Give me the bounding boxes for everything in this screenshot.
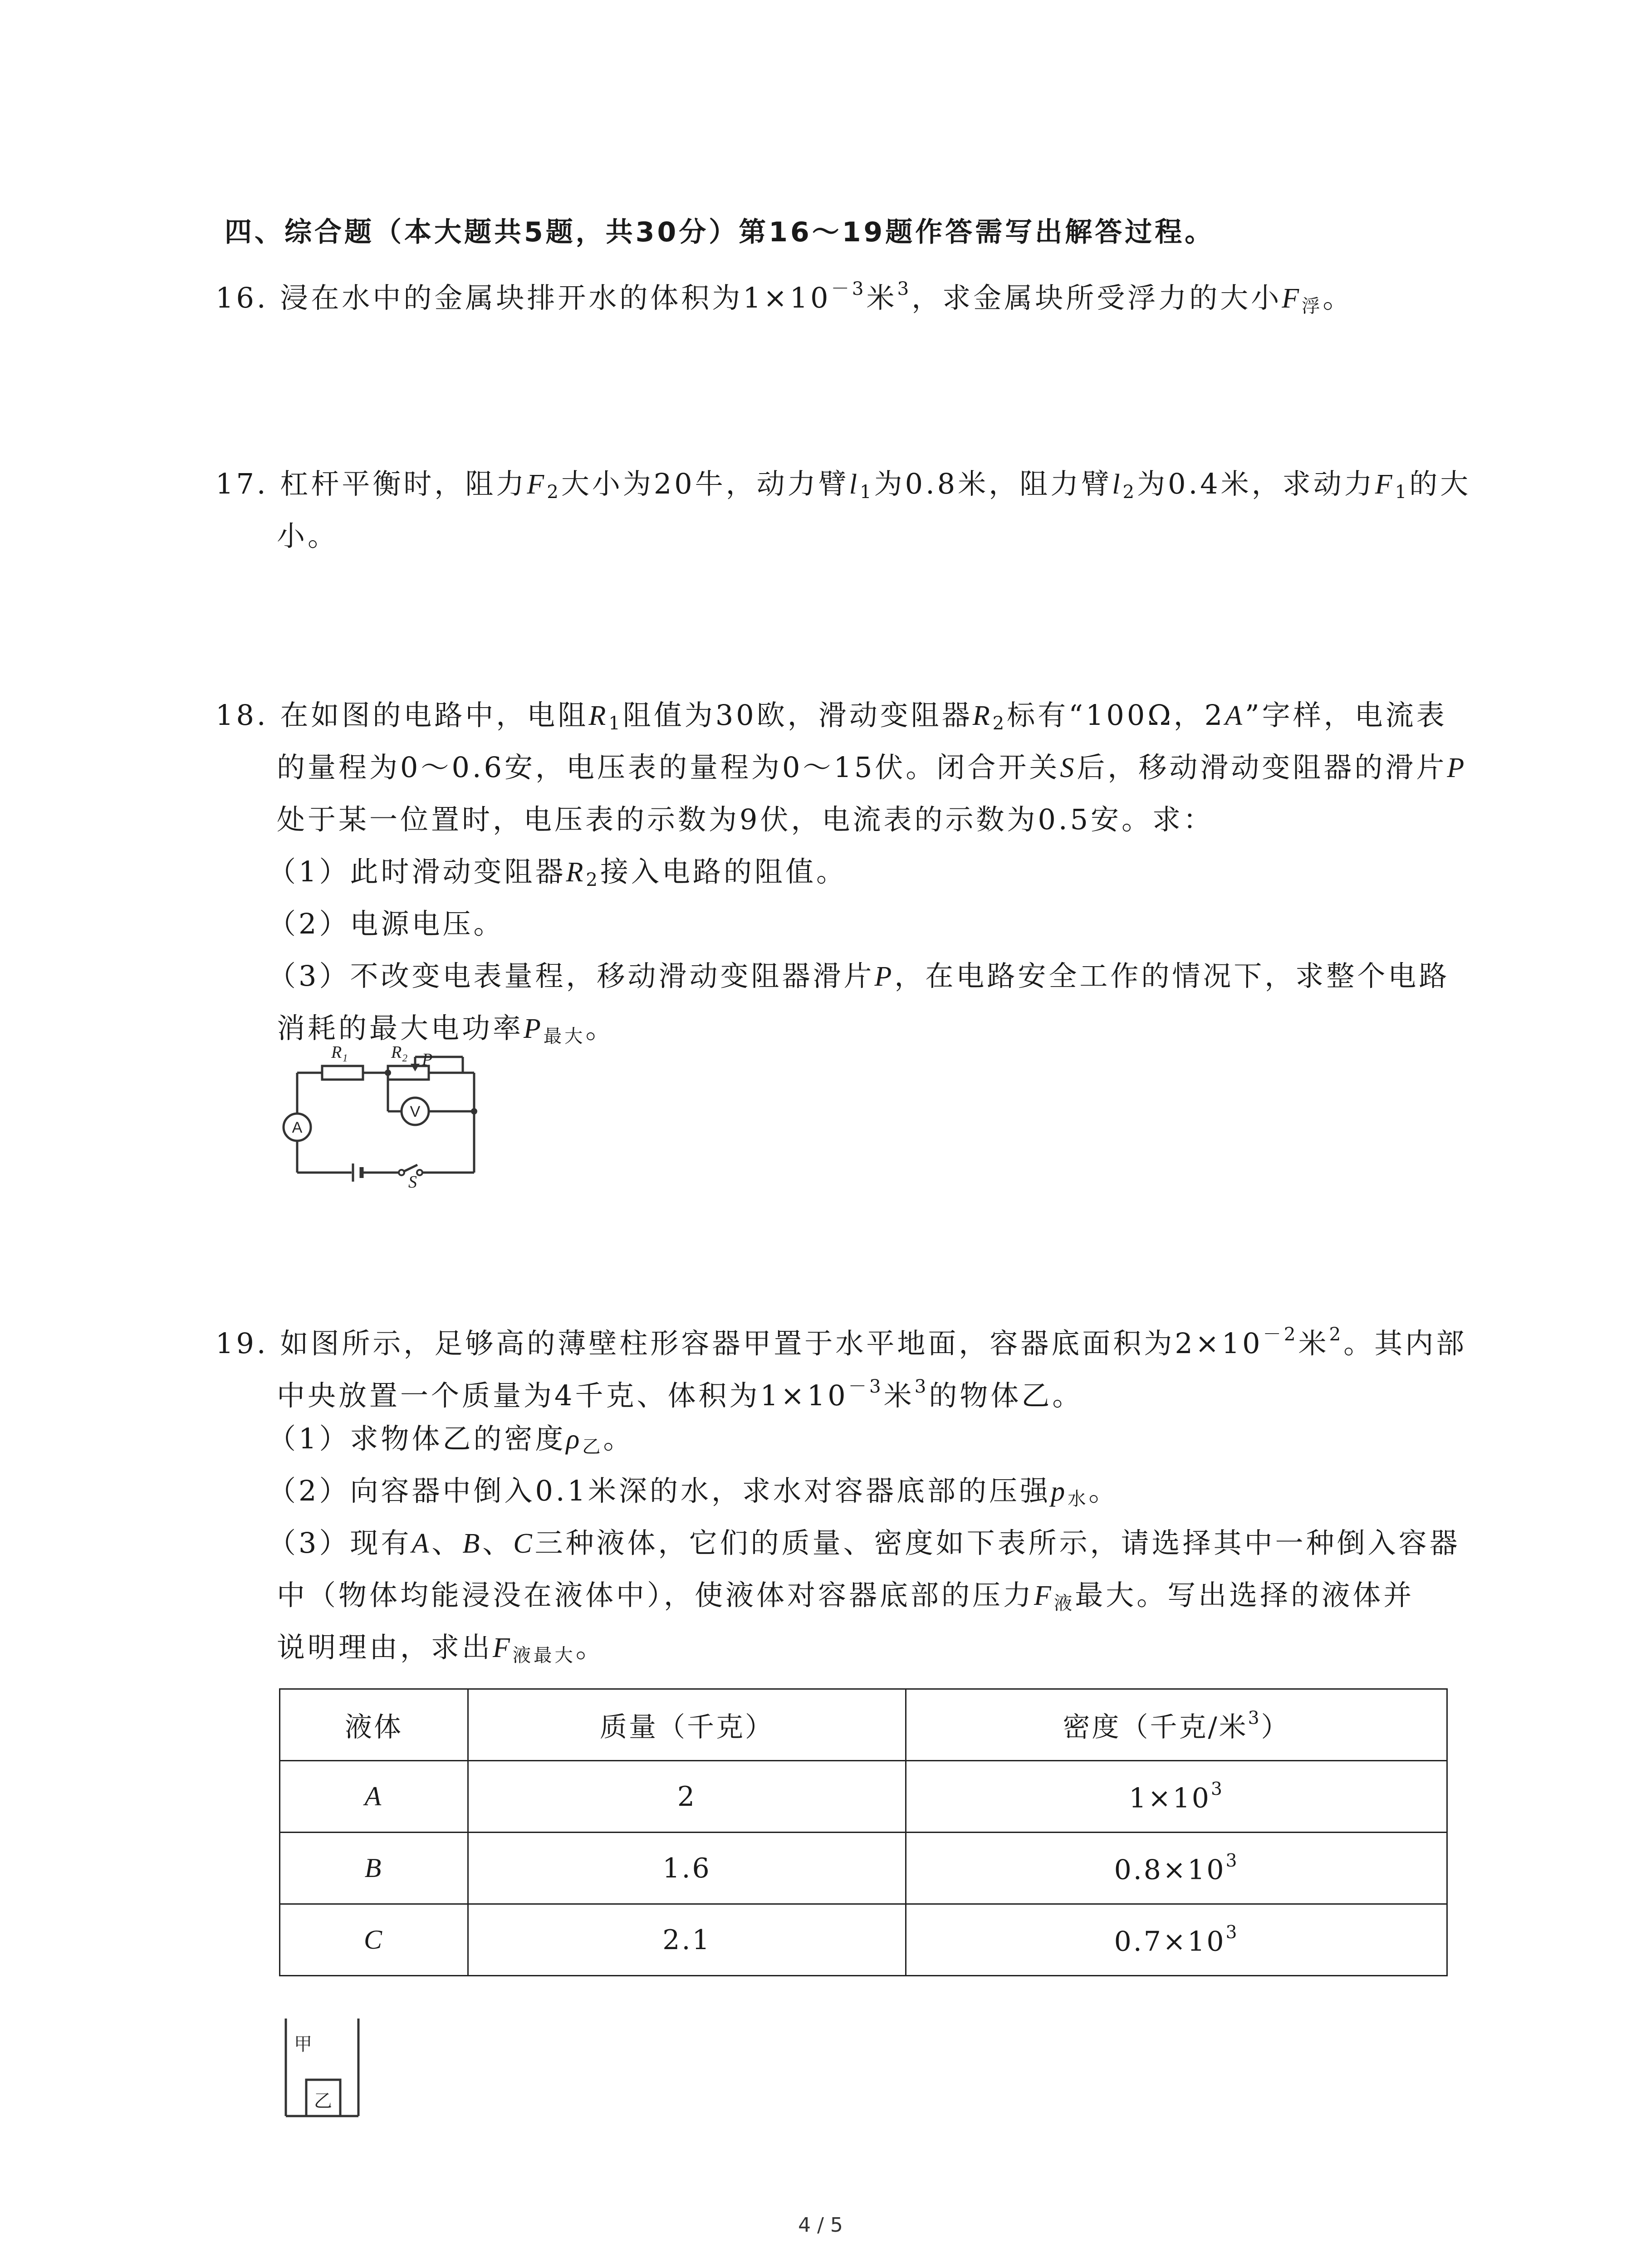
question-19-part3 <box>268 1524 1460 1563</box>
subscript: 液 <box>1053 1593 1075 1614</box>
subscript: 水 <box>1068 1488 1089 1510</box>
question-19-part2 <box>268 1472 1119 1518</box>
table-row <box>280 1904 1447 1976</box>
subscript: 2 <box>547 481 561 503</box>
variable: R <box>588 700 609 731</box>
subscript: 2 <box>1122 481 1137 503</box>
question-18 <box>216 696 1447 743</box>
separator: 、 <box>482 1526 514 1559</box>
question-text: 说明理由，求出 <box>277 1631 493 1664</box>
variable: B <box>462 1528 483 1559</box>
question-text: 为0.8米，阻力臂 <box>874 467 1112 500</box>
question-18-part1 <box>268 853 847 899</box>
subscript: 浮 <box>1302 295 1323 317</box>
header-liquid: 液体 <box>280 1689 468 1761</box>
question-text: ”字样，电流表 <box>1245 699 1447 732</box>
question-text: 米 <box>883 1379 915 1413</box>
liquids-table <box>279 1688 1448 1976</box>
variable: C <box>513 1528 535 1559</box>
label-r1: R₁ <box>331 1043 348 1062</box>
subscript: 最大 <box>543 1026 586 1047</box>
question-19-part1 <box>268 1420 634 1466</box>
question-text: 中（物体均能浸没在液体中），使液体对容器底部的压力 <box>277 1579 1034 1612</box>
variable: F <box>493 1633 513 1663</box>
variable: l <box>849 469 860 500</box>
question-text: （3）现有 <box>268 1526 412 1559</box>
exponent: －3 <box>831 278 867 299</box>
question-text: 杠杆平衡时，阻力 <box>280 467 527 500</box>
variable: A <box>1225 700 1245 731</box>
exponent: 3 <box>1225 1922 1239 1943</box>
header-density <box>906 1689 1447 1761</box>
cell-mass: 2 <box>468 1761 906 1833</box>
table-row <box>280 1761 1447 1833</box>
exponent: 3 <box>914 1376 929 1397</box>
question-text: 米 <box>1298 1327 1329 1360</box>
exponent: 2 <box>1329 1324 1344 1345</box>
label-object: 乙 <box>314 2091 332 2112</box>
question-number: 18. <box>216 699 269 732</box>
cell-liquid: B <box>280 1833 468 1904</box>
header-density-close: ） <box>1261 1711 1290 1743</box>
question-text: 后，移动滑动变阻器的滑片 <box>1077 751 1447 784</box>
variable: p <box>1051 1476 1068 1507</box>
question-text: 在如图的电路中，电阻 <box>280 699 589 732</box>
question-19-part3-line2 <box>277 1576 1414 1623</box>
question-text: 标有“100Ω，2 <box>1007 699 1225 732</box>
question-text: 消耗的最大电功率 <box>277 1012 524 1045</box>
table-header-row <box>280 1689 1447 1761</box>
variable: P <box>1447 753 1467 783</box>
page-number: 4 / 5 <box>798 2214 843 2237</box>
header-density-text: 密度（千克/米 <box>1063 1711 1248 1743</box>
subscript: 乙 <box>582 1436 603 1458</box>
cell-density <box>906 1904 1447 1976</box>
subscript: 2 <box>586 869 600 891</box>
question-text: 中央放置一个质量为4千克、体积为1×10 <box>277 1379 848 1413</box>
question-text: 的物体乙。 <box>929 1379 1083 1413</box>
container-diagram <box>277 2014 367 2123</box>
label-v: V <box>410 1103 421 1120</box>
question-text: 米 <box>866 281 897 315</box>
question-text: 接入电路的阻值。 <box>600 855 847 888</box>
subscript: 1 <box>1395 481 1410 503</box>
question-text: （3）不改变电表量程，移动滑动变阻器滑片 <box>268 959 875 992</box>
question-text: 的量程为0～0.6安，电压表的量程为0～15伏。闭合开关 <box>277 751 1060 784</box>
header-mass: 质量（千克） <box>468 1689 906 1761</box>
label-a: A <box>292 1119 303 1136</box>
question-text: 。 <box>575 1631 607 1664</box>
question-text: 。 <box>603 1422 634 1455</box>
exponent: 3 <box>1225 1850 1239 1871</box>
table-row <box>280 1833 1447 1904</box>
variable: S <box>1060 753 1077 783</box>
variable: F <box>1375 469 1395 500</box>
label-container: 甲 <box>294 2034 312 2055</box>
question-text: 。 <box>585 1012 617 1045</box>
question-text: 。其内部 <box>1343 1327 1467 1360</box>
variable: P <box>874 961 895 992</box>
variable: R <box>972 700 993 731</box>
question-16 <box>216 270 1353 325</box>
exponent: 3 <box>1210 1779 1224 1799</box>
variable: A <box>411 1528 432 1559</box>
question-text: ，在电路安全工作的情况下，求整个电路 <box>894 959 1450 992</box>
subscript: 1 <box>860 481 874 503</box>
question-text: 为0.4米，求动力 <box>1137 467 1375 500</box>
question-text: （2）向容器中倒入0.1米深的水，求水对容器底部的压强 <box>268 1474 1051 1507</box>
question-17-line2: 小。 <box>277 519 339 552</box>
subscript: 1 <box>608 713 623 734</box>
resistor-r1 <box>322 1066 363 1080</box>
question-number: 19. <box>216 1327 269 1360</box>
question-text: 如图所示，足够高的薄壁柱形容器甲置于水平地面，容器底面积为2×10 <box>280 1327 1263 1360</box>
question-text: （1）求物体乙的密度 <box>268 1422 566 1455</box>
question-number: 16. <box>216 281 269 315</box>
cell-density <box>906 1833 1447 1904</box>
question-18-line2 <box>277 748 1467 787</box>
variable: R <box>566 857 586 888</box>
question-text: 最大。写出选择的液体并 <box>1075 1579 1415 1612</box>
question-text: 。 <box>1088 1474 1120 1507</box>
section-heading: 四、综合题（本大题共5题，共30分）第16～19题作答需写出解答过程。 <box>225 216 1215 248</box>
cell-mass: 2.1 <box>468 1904 906 1976</box>
question-text: （1）此时滑动变阻器 <box>268 855 566 888</box>
question-18-part2: （2）电源电压。 <box>268 907 505 940</box>
label-r2: R₂ <box>391 1043 408 1062</box>
cell-liquid: A <box>280 1761 468 1833</box>
variable: F <box>1034 1580 1054 1611</box>
question-18-part3 <box>268 957 1450 996</box>
question-text: 阻值为30欧，滑动变阻器 <box>622 699 973 732</box>
question-text: 大小为20牛，动力臂 <box>561 467 849 500</box>
exponent: 3 <box>897 278 912 299</box>
subscript: 液最大 <box>512 1645 576 1667</box>
switch-icon <box>399 1170 404 1175</box>
density-value: 1×10 <box>1129 1782 1211 1814</box>
separator: 、 <box>431 1526 463 1559</box>
exponent: －3 <box>848 1376 884 1397</box>
subscript: 2 <box>992 713 1007 734</box>
question-text: 。 <box>1323 281 1354 315</box>
question-text: 浸在水中的金属块排开水的体积为1×10 <box>280 281 831 315</box>
question-19-line2 <box>277 1368 1083 1415</box>
density-value: 0.7×10 <box>1114 1926 1226 1958</box>
question-17 <box>216 465 1471 511</box>
density-value: 0.8×10 <box>1114 1854 1226 1886</box>
variable: P <box>524 1013 544 1044</box>
label-p: P <box>422 1050 433 1069</box>
variable: l <box>1112 469 1123 500</box>
variable: ρ <box>566 1424 583 1455</box>
variable: F <box>527 469 547 500</box>
exponent: 3 <box>1248 1708 1261 1729</box>
cell-liquid: C <box>280 1904 468 1976</box>
cell-density <box>906 1761 1447 1833</box>
question-18-line3: 处于某一位置时，电压表的示数为9伏，电流表的示数为0.5安。求： <box>277 803 1215 836</box>
exponent: －2 <box>1263 1324 1298 1345</box>
question-text: 的大 <box>1409 467 1471 500</box>
circuit-diagram <box>272 1039 490 1188</box>
cell-mass: 1.6 <box>468 1833 906 1904</box>
question-number: 17. <box>216 467 269 500</box>
question-19-part3-line3 <box>277 1628 607 1675</box>
question-text: 三种液体，它们的质量、密度如下表所示，请选择其中一种倒入容器 <box>534 1526 1460 1559</box>
question-19 <box>216 1315 1467 1363</box>
variable: F <box>1282 283 1302 314</box>
label-s: S <box>408 1173 417 1188</box>
question-text: ，求金属块所受浮力的大小 <box>911 281 1282 315</box>
